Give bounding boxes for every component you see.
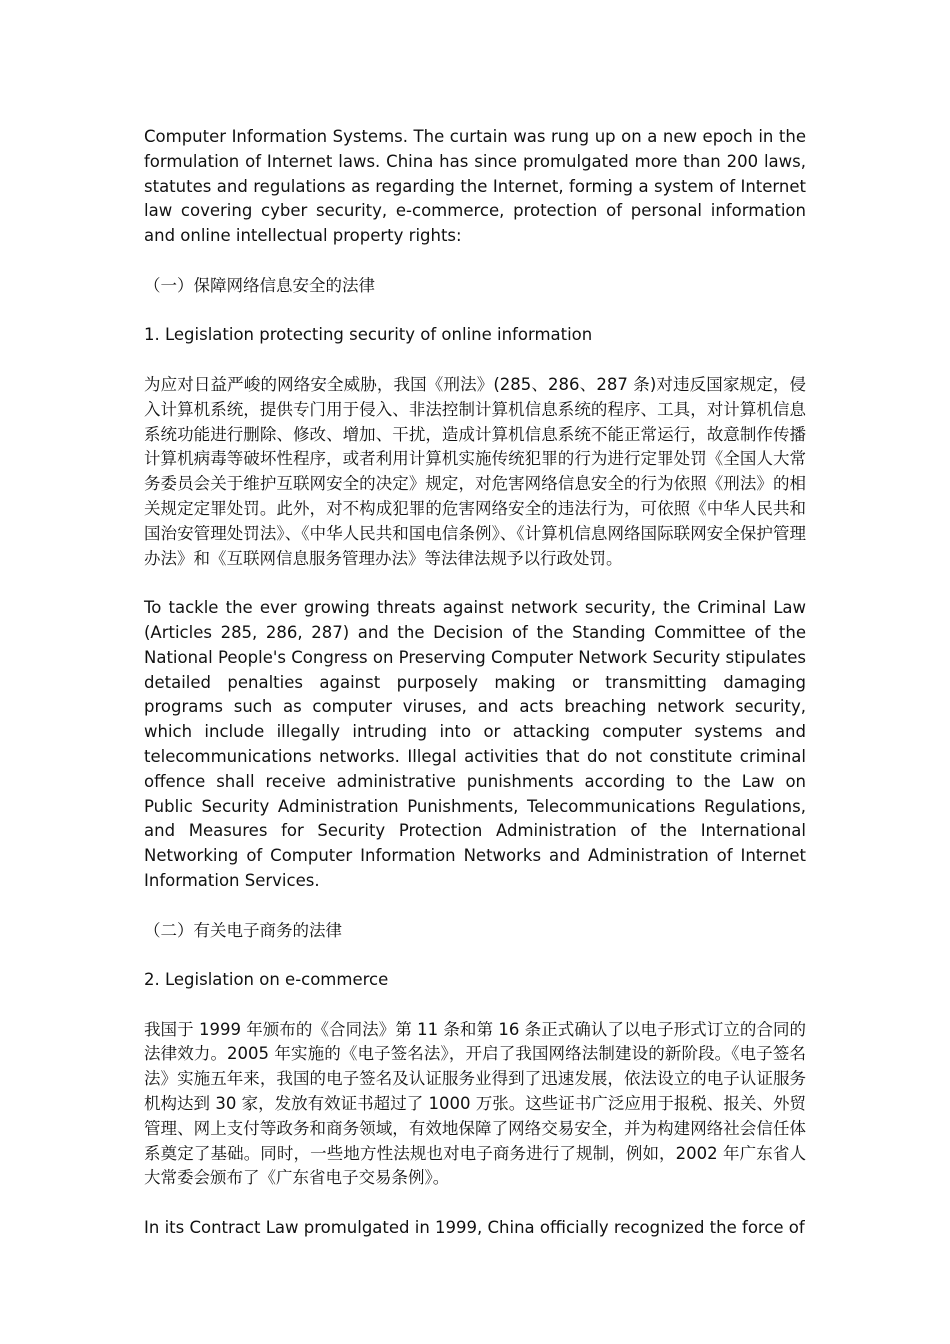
paragraph-ecommerce-zh: 我国于 1999 年颁布的《合同法》第 11 条和第 16 条正式确认了以电子形式订立的合同的法律效力。2005 年实施的《电子签名法》，开启了我国网络法制建设的新阶段。《电子签名法》实施五年来，我国的电子签名及认证服务业得到了迅速发展，依法设立的电子认证服务机构达到 30 家，发放有效证书超过了 1000 万张。这些证书广泛应用于报税、报关、外贸管理、网上支付等政务和商务领域，有效地保障了网络交易安全，并为构建网络社会信任体系奠定了基础。同时，一些地方性法规也对电子商务进行了规制，例如，2002 年广东省人大常委会颁布了《广东省电子交易条例》。: [144, 1019, 806, 1188]
paragraph-ecommerce-en: In its Contract Law promulgated in 1999, China officially recognized the force of: [144, 1218, 805, 1238]
paragraph-security-zh: 为应对日益严峻的网络安全威胁，我国《刑法》(285、286、287 条)对违反国家规定，侵入计算机系统，提供专门用于侵入、非法控制计算机信息系统的程序、工具，对计算机信息系统功能进行删除、修改、增加、干扰，造成计算机信息系统不能正常运行，故意制作传播计算机病毒等破坏性程序，或者利用计算机实施传统犯罪的行为进行定罪处罚《全国人大常务委员会关于维护互联网安全的决定》规定，对危害网络信息安全的行为依照《刑法》的相关规定定罪处罚。此外，对不构成犯罪的危害网络安全的违法行为，可依照《中华人民共和国治安管理处罚法》、《中华人民共和国电信条例》、《计算机信息网络国际联网安全保护管理办法》和《互联网信息服务管理办法》等法律法规予以行政处罚。: [144, 374, 806, 568]
section-heading-en-2: 2. Legislation on e-commerce: [144, 970, 389, 990]
paragraph-intro-en: Computer Information Systems. The curtain was rung up on a new epoch in the formulation of Internet laws. China has since promulgated more than 200 laws, statutes and regulations as regarding the Internet, forming a system of Internet law covering cyber security, e-commerce, protection of personal information and online intellectual property rights:: [144, 127, 806, 246]
section-heading-en-1: 1. Legislation protecting security of online information: [144, 325, 593, 345]
document-body: [144, 125, 806, 1241]
section-heading-zh-1: （一）保障网络信息安全的法律: [144, 275, 375, 295]
section-heading-zh-2: （二）有关电子商务的法律: [144, 920, 342, 940]
paragraph-security-en: To tackle the ever growing threats against network security, the Criminal Law (Articles 285, 286, 287) and the Decision of the Standing Committee of the National People's Congress on Preserving Computer Network Security stipulates detailed penalties against purposely making or transmitting damaging programs such as computer viruses, and acts breaching network security, which include illegally intruding into or attacking computer systems and telecommunications networks. Illegal activities that do not constitute criminal offence shall receive administrative punishments according to the Law on Public Security Administration Punishments, Telecommunications Regulations, and Measures for Security Protection Administration of the International Networking of Computer Information Networks and Administration of Internet Information Services.: [144, 598, 806, 890]
